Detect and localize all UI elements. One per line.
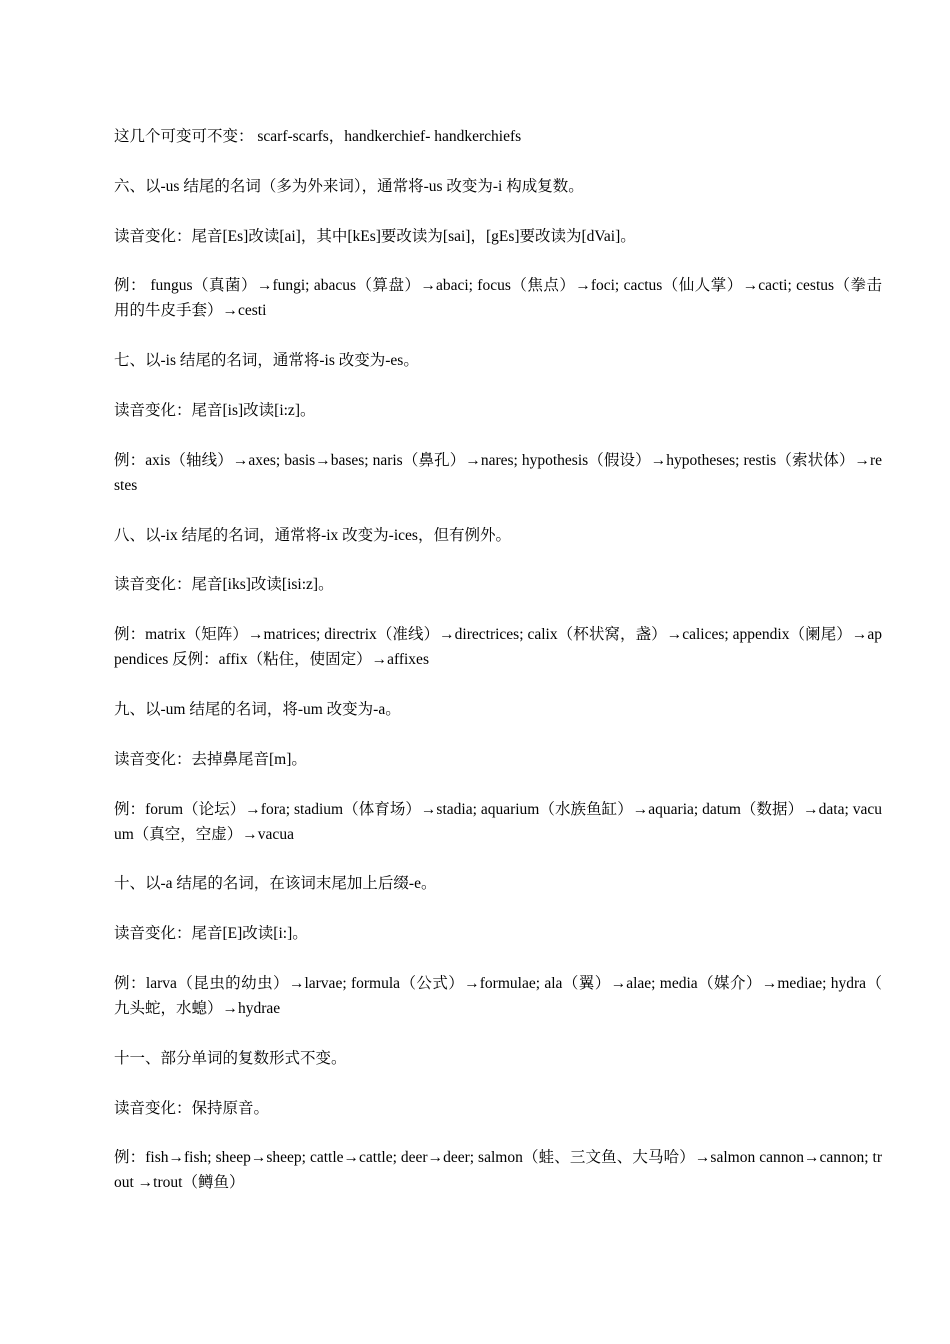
heading-rule-6-us: 六、以-us 结尾的名词（多为外来词），通常将-us 改变为-i 构成复数。 [114,177,584,195]
pronunciation-rule-6: 读音变化：尾音[Es]改读[ai]，其中[kEs]要改读为[sai]，[gEs]要改读为[dVai]。 [114,227,636,245]
heading-rule-10-a: 十、以-a 结尾的名词，在该词末尾加上后缀-e。 [114,875,437,893]
pronunciation-rule-9: 读音变化：去掉鼻尾音[m]。 [114,750,307,768]
pronunciation-rule-7: 读音变化：尾音[is]改读[i:z]。 [114,401,316,419]
heading-rule-11-unchanged: 十一、部分单词的复数形式不变。 [114,1049,347,1067]
examples-rule-7: 例：axis（轴线）→axes; basis→bases; naris（鼻孔）→nares; hypothesis（假设）→hypotheses; restis（索状体）→restes [114,451,882,494]
examples-rule-11: 例：fish→fish; sheep→sheep; cattle→cattle; deer→deer; salmon（蛙、三文鱼、大马哈）→salmon cannon→cannon; trout →trout（鳟鱼） [114,1149,882,1192]
pronunciation-rule-8: 读音变化：尾音[iks]改读[isi:z]。 [114,576,334,594]
pronunciation-rule-11: 读音变化：保持原音。 [114,1099,270,1117]
examples-rule-6: 例： fungus（真菌）→fungi; abacus（算盘）→abaci; focus（焦点）→foci; cactus（仙人掌）→cacti; cestus（拳击用的牛皮手套）→cesti [114,277,882,320]
heading-rule-7-is: 七、以-is 结尾的名词，通常将-is 改变为-es。 [114,352,419,370]
examples-rule-9: 例：forum（论坛）→fora; stadium（体育场）→stadia; aquarium（水族鱼缸）→aquaria; datum（数据）→data; vacuum（真空，空虚）→vacua [114,800,882,843]
examples-rule-10: 例：larva（昆虫的幼虫）→larvae; formula（公式）→formulae; ala（翼）→alae; media（媒介）→mediae; hydra（九头蛇，水螅）→hydrae [114,974,882,1017]
pronunciation-rule-10: 读音变化：尾音[E]改读[i:]。 [114,925,308,943]
heading-rule-9-um: 九、以-um 结尾的名词，将-um 改变为-a。 [114,700,401,718]
paragraph-variable-plurals: 这几个可变可不变： scarf-scarfs，handkerchief- handkerchiefs [114,128,522,145]
examples-rule-8: 例：matrix（矩阵）→matrices; directrix（准线）→directrices; calix（杯状窝，盏）→calices; appendix（阑尾）→appendices 反例：affix（粘住，使固定）→affixes [114,626,882,669]
document-body [114,124,882,1220]
heading-rule-8-ix: 八、以-ix 结尾的名词，通常将-ix 改变为-ices，但有例外。 [114,526,511,544]
